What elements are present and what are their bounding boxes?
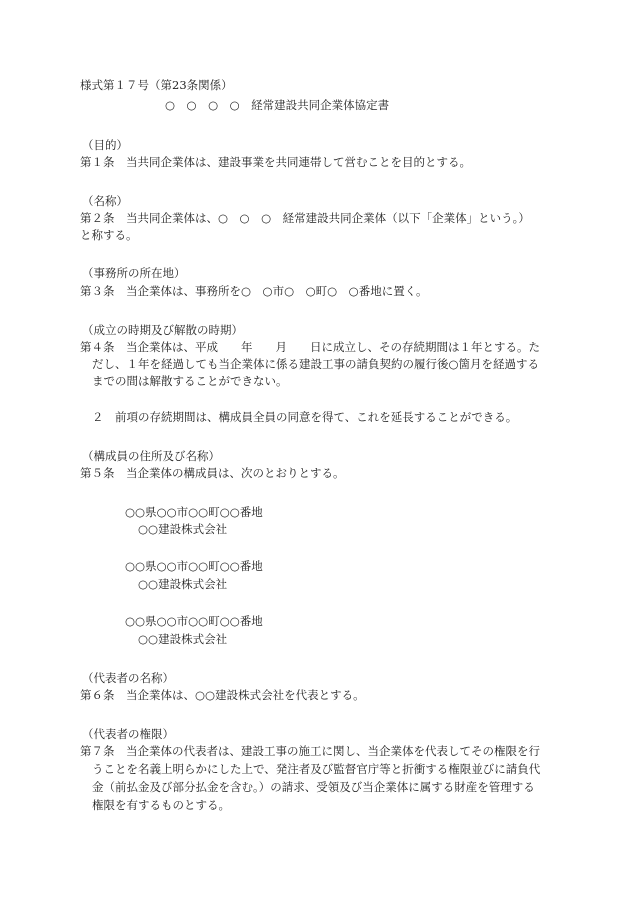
member-3-address: ○○県○○市○○町○○番地 (125, 614, 263, 628)
article-5-heading: （構成員の住所及び名称） (82, 449, 220, 463)
article-7-heading: （代表者の権限） (82, 727, 174, 741)
member-2-address: ○○県○○市○○町○○番地 (125, 559, 263, 573)
member-3-name: ○○建設株式会社 (138, 632, 228, 646)
article-7-text-line-4: 権限を有するものとする。 (92, 798, 230, 812)
article-1-text: 第１条 当共同企業体は、建設事業を共同連帯して営むことを目的とする。 (80, 155, 471, 169)
member-2-name: ○○建設株式会社 (138, 577, 228, 591)
article-7-text-line-1: 第７条 当企業体の代表者は、建設工事の施工に関し、当企業体を代表してその権限を行 (80, 744, 540, 758)
article-6-text: 第６条 当企業体は、○○建設株式会社を代表とする。 (80, 688, 365, 702)
article-3-heading: （事務所の所在地） (82, 266, 186, 280)
article-4-text-line-1: 第４条 当企業体は、平成 年 月 日に成立し、その存続期間は１年とする。た (80, 340, 540, 354)
article-4-text-line-3: までの間は解散することができない。 (92, 374, 288, 388)
member-1-name: ○○建設株式会社 (138, 522, 228, 536)
article-2-text-line-2: と称する。 (80, 228, 138, 242)
article-4-heading: （成立の時期及び解散の時期） (82, 323, 243, 337)
article-7-text-line-3: 金（前払金及び部分払金を含む。）の請求、受領及び当企業体に属する財産を管理する (92, 780, 535, 794)
form-number: 様式第１７号（第23条関係） (80, 78, 233, 92)
article-4-paragraph-2: ２ 前項の存続期間は、構成員全員の同意を得て、これを延長することができる。 (92, 410, 518, 424)
article-3-text: 第３条 当企業体は、事務所を○ ○市○ ○町○ ○番地に置く。 (80, 284, 428, 298)
article-2-text-line-1: 第２条 当共同企業体は、○ ○ ○ 経常建設共同企業体（以下「企業体」という。） (80, 211, 530, 225)
article-1-heading: （目的） (82, 138, 128, 152)
member-1-address: ○○県○○市○○町○○番地 (125, 505, 263, 519)
article-6-heading: （代表者の名称） (82, 671, 174, 685)
article-5-text: 第５条 当企業体の構成員は、次のとおりとする。 (80, 466, 345, 480)
article-2-heading: （名称） (82, 194, 128, 208)
article-4-text-line-2: だし、１年を経過しても当企業体に係る建設工事の請負契約の履行後○箇月を経過する (92, 357, 540, 371)
article-7-text-line-2: うことを名義上明らかにした上で、発注者及び監督官庁等と折衝する権限並びに請負代 (92, 762, 541, 776)
document-title: ○ ○ ○ ○ 経常建設共同企業体協定書 (165, 98, 390, 112)
